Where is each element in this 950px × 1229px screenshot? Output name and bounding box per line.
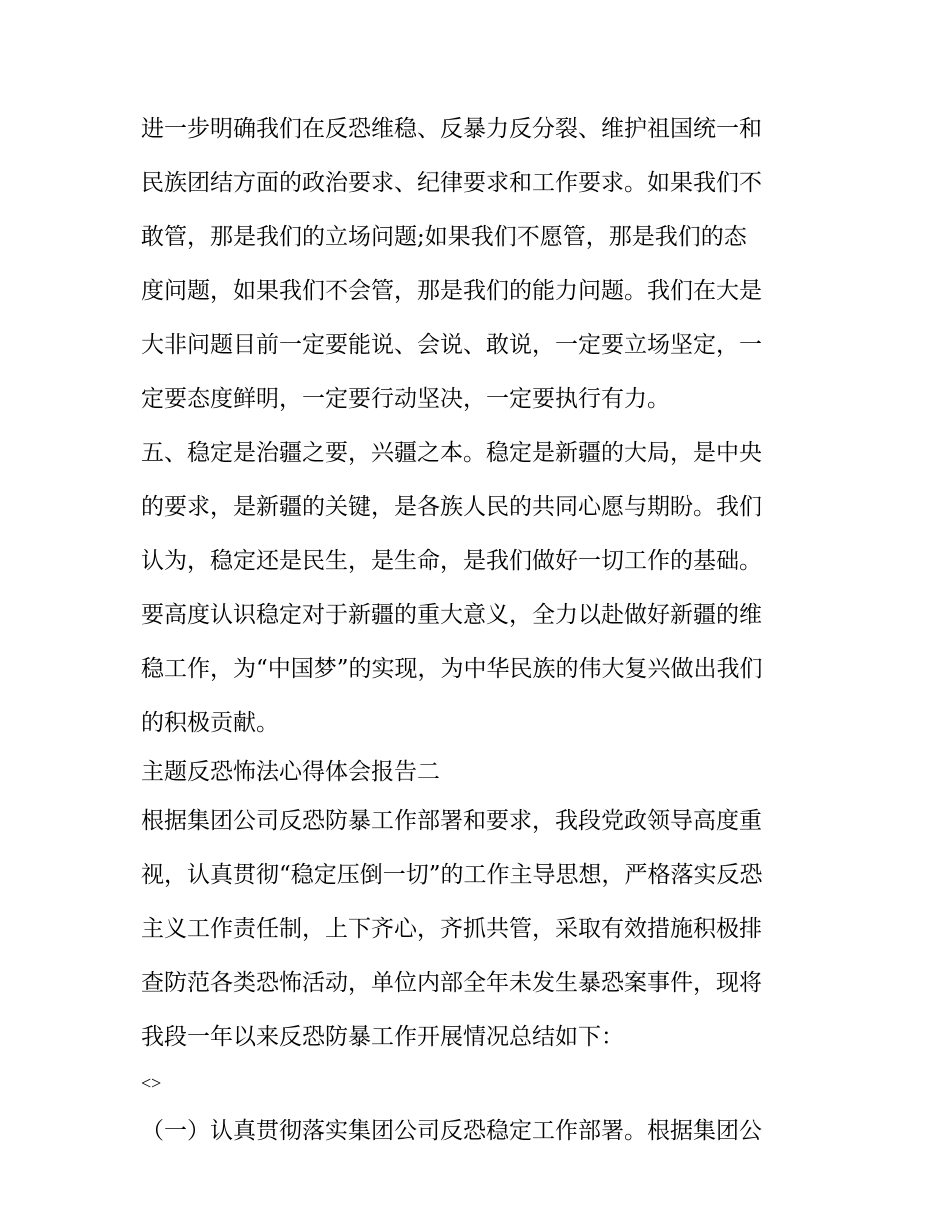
text-line-4: 度问题，如果我们不会管，那是我们的能力问题。我们在大是 bbox=[141, 278, 762, 304]
section-heading: 主题反恐怖法心得体会报告二 bbox=[141, 759, 440, 785]
text-line-6: 定要态度鲜明，一定要行动坚决，一定要执行有力。 bbox=[141, 386, 670, 412]
text-line-11: 稳工作，为“中国梦”的实现，为中华民族的伟大复兴做出我们 bbox=[141, 656, 763, 682]
text-line-16: 主义工作责任制，上下齐心，齐抓共管，采取有效措施积极排 bbox=[141, 916, 762, 942]
text-line-12: 的积极贡献。 bbox=[141, 710, 279, 736]
text-line-9: 认为，稳定还是民生，是生命，是我们做好一切工作的基础。 bbox=[141, 548, 762, 574]
text-line-2: 民族团结方面的政治要求、纪律要求和工作要求。如果我们不 bbox=[141, 170, 762, 196]
text-line-7: 五、稳定是治疆之要，兴疆之本。稳定是新疆的大局，是中央 bbox=[141, 440, 762, 466]
text-line-5: 大非问题目前一定要能说、会说、敢说，一定要立场坚定，一 bbox=[141, 332, 762, 358]
text-line-3: 敢管，那是我们的立场问题;如果我们不愿管，那是我们的态 bbox=[141, 224, 747, 250]
text-line-17: 查防范各类恐怖活动，单位内部全年未发生暴恐案事件，现将 bbox=[141, 970, 762, 996]
text-line-18: 我段一年以来反恐防暴工作开展情况总结如下： bbox=[141, 1024, 624, 1050]
text-line-1: 进一步明确我们在反恐维稳、反暴力反分裂、维护祖国统一和 bbox=[141, 116, 762, 142]
placeholder-marker: <> bbox=[141, 1073, 162, 1093]
text-line-8: 的要求，是新疆的关键，是各族人民的共同心愿与期盼。我们 bbox=[141, 494, 762, 520]
text-line-15: 视，认真贯彻“稳定压倒一切”的工作主导思想，严格落实反恐 bbox=[141, 862, 763, 888]
text-line-10: 要高度认识稳定对于新疆的重大意义，全力以赴做好新疆的维 bbox=[141, 602, 762, 628]
text-line-14: 根据集团公司反恐防暴工作部署和要求，我段党政领导高度重 bbox=[141, 808, 762, 834]
text-line-20: （一）认真贯彻落实集团公司反恐稳定工作部署。根据集团公 bbox=[141, 1118, 762, 1144]
